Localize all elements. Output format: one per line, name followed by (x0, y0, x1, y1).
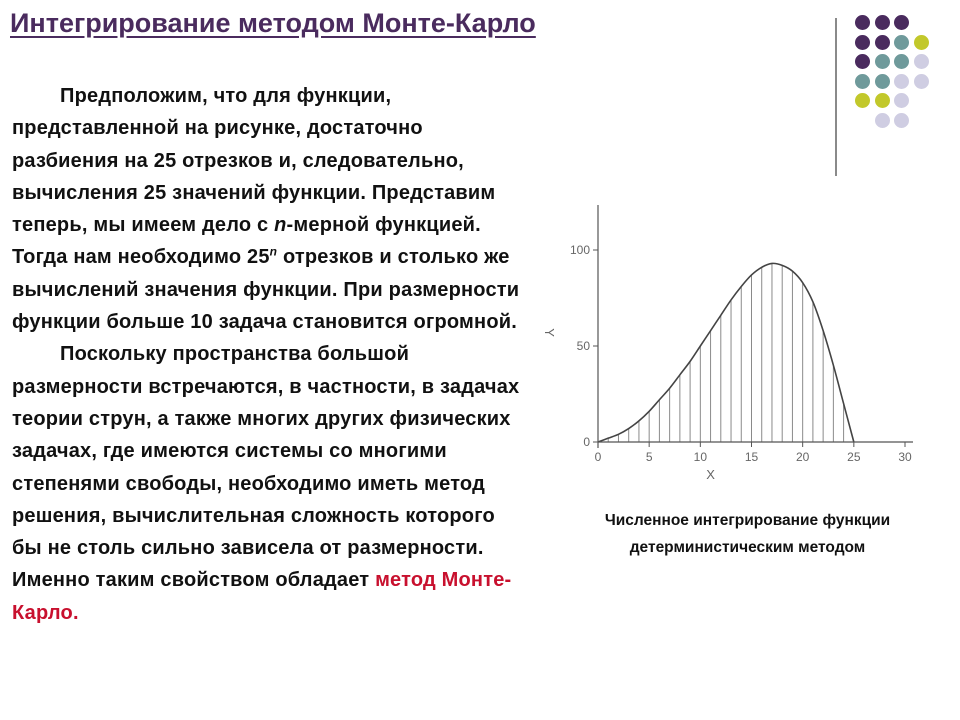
chart-svg (530, 205, 925, 495)
paragraph-1-part-2: -мерной функцией. Тогда нам необходимо 25 (12, 214, 481, 269)
decorative-dot (875, 74, 890, 89)
decorative-dot (855, 35, 870, 50)
decorative-dot (855, 54, 870, 69)
decorative-dot (914, 74, 929, 89)
x-tick-label: 20 (795, 450, 810, 464)
chart-caption (555, 507, 940, 561)
y-tick-label: 100 (569, 243, 590, 257)
body-text (12, 80, 520, 629)
paragraph-1-part-3: отрезков и столько же вычислений значения функции. При размерности функции больше 10 задача становится огромной. (12, 246, 520, 334)
paragraph-2 (12, 338, 520, 629)
decorative-dot (894, 35, 909, 50)
paragraph-1 (12, 80, 520, 338)
decorative-dot (875, 93, 890, 108)
decorative-dot (855, 93, 870, 108)
decorative-dot (894, 54, 909, 69)
decorative-dot (894, 113, 909, 128)
decorative-dot (894, 93, 909, 108)
decorative-dot (855, 15, 870, 30)
decorative-dot (894, 74, 909, 89)
decorative-divider (835, 18, 837, 176)
x-tick-label: 15 (744, 450, 759, 464)
paragraph-1-n-variable: n (274, 214, 287, 237)
paragraph-2-part-1: Поскольку пространства большой размерности встречаются, в частности, в задачах теории струн, а также многих других физических задачах, где имеются системы со многими степенями свободы, необходимо иметь метод решения, вычислительная сложность которого бы не столь сильно зависела от размерности. Именно таким свойством обладает (12, 343, 520, 592)
slide-title: Интегрирование методом Монте-Карло (10, 8, 536, 38)
decorative-dot (875, 113, 890, 128)
x-tick-label: 30 (898, 450, 912, 464)
paragraph-1-part-1: Предположим, что для функции, представленной на рисунке, достаточно разбиения на 25 отрезков и, следовательно, вычисления 25 значений функции. Представим теперь, мы имеем дело с (12, 85, 496, 237)
caption-line-1: Численное интегрирование функции (604, 512, 891, 529)
paragraph-1-exponent: n (269, 244, 278, 259)
decorative-dot (875, 35, 890, 50)
function-chart (530, 205, 925, 495)
x-axis-label: X (706, 467, 715, 482)
y-tick-label: 50 (576, 339, 590, 353)
decorative-dot (914, 54, 929, 69)
monte-carlo-highlight: метод Монте-Карло. (12, 569, 512, 624)
caption-line-2: детерминистическим методом (629, 539, 866, 556)
decorative-dot (894, 15, 909, 30)
decorative-dot (914, 35, 929, 50)
x-tick-label: 5 (645, 450, 653, 464)
decorative-dot (855, 74, 870, 89)
x-tick-label: 25 (847, 450, 861, 464)
x-tick-label: 10 (693, 450, 708, 464)
decorative-dot (875, 15, 890, 30)
function-curve (598, 263, 854, 442)
y-axis-label: Y (542, 328, 557, 337)
decorative-dot (875, 54, 890, 69)
y-tick-label: 0 (583, 435, 590, 449)
x-tick-label: 0 (594, 450, 602, 464)
